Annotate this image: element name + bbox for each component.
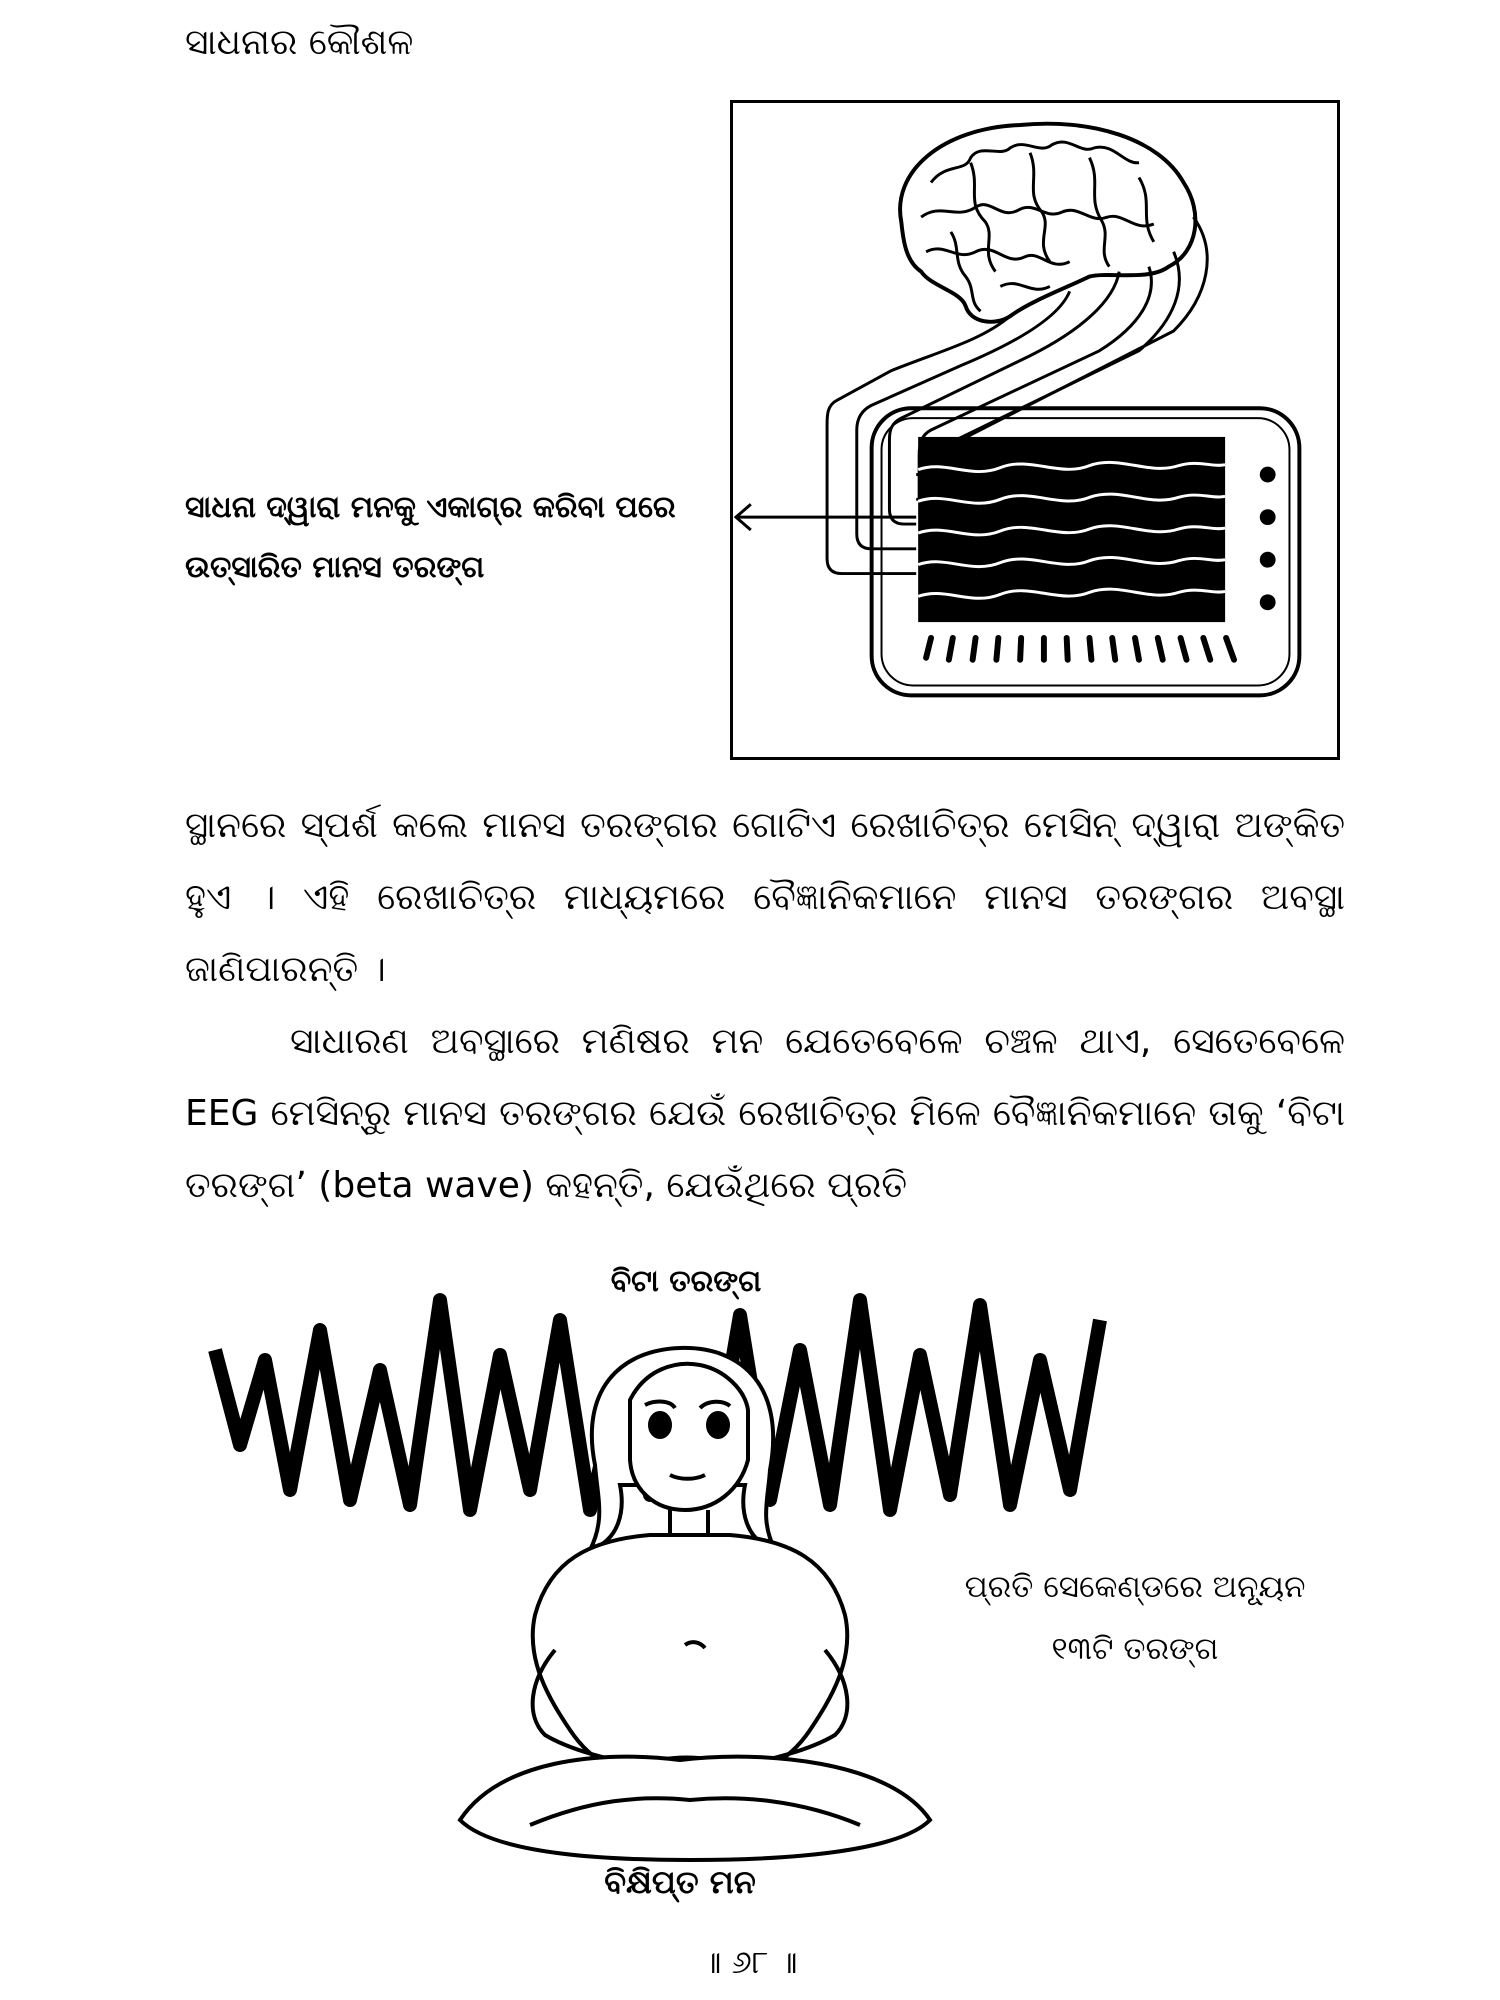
eeg-figure-caption: ସାଧନା ଦ୍ୱାରା ମନକୁ ଏକାଗ୍ର କରିବା ପରେ ଉତ୍ସାରିତ ମାନସ ତରଙ୍ଗ xyxy=(185,490,676,585)
wave-label: ବିଟା ତରଙ୍ଗ xyxy=(530,1262,842,1302)
monitor-keys xyxy=(926,638,1234,660)
wave-rate-label: ପ୍ରତି ସେକେଣ୍ଡରେ ଅନ୍ୟୂନ ୧୩ଟି ତରଙ୍ଗ xyxy=(964,1569,1306,1667)
eeg-figure xyxy=(730,100,1340,760)
paragraph-1: ସ୍ଥାନରେ ସ୍ପର୍ଶ କଲେ ମାନସ ତରଙ୍ଗର ଗୋଟିଏ ରେଖାଚିତ୍ର ମେସିନ୍ ଦ୍ୱାରା ଅଙ୍କିତ ହୁଏ । ଏହି ରେଖାଚିତ୍ର ମାଧ୍ୟମରେ ବୈଜ୍ଞାନିକମାନେ ମାନସ ତରଙ୍ଗର ଅବସ୍ଥା ଜାଣିପାରନ୍ତି । xyxy=(185,805,1345,990)
running-title: ସାଧନାର କୌଶଳ xyxy=(185,22,414,63)
brain-eeg-illustration xyxy=(733,103,1337,757)
eeg-monitor xyxy=(872,408,1300,695)
page-number: ॥ ୬୮ ॥ xyxy=(702,1943,798,1981)
monitor-knobs xyxy=(1260,467,1276,611)
mind-state-label: ବିକ୍ଷିପ୍ତ ମନ xyxy=(604,1863,756,1901)
paragraph-2: ସାଧାରଣ ଅବସ୍ଥାରେ ମଣିଷର ମନ ଯେତେବେଳେ ଚଞ୍ଚଳ ଥାଏ, ସେତେବେଳେ EEG ମେସିନ୍‌ରୁ ମାନସ ତରଙ୍ଗର ଯେଉଁ ରେଖାଚିତ୍ର ମିଳେ ବୈଜ୍ଞାନିକମାନେ ତାକୁ ‘ବିଟା ତରଙ୍ଗ’ (beta wave) କହନ୍ତି, ଯେଉଁଥିରେ ପ୍ରତି xyxy=(185,1021,1345,1206)
meditator-figure xyxy=(460,1348,930,1860)
